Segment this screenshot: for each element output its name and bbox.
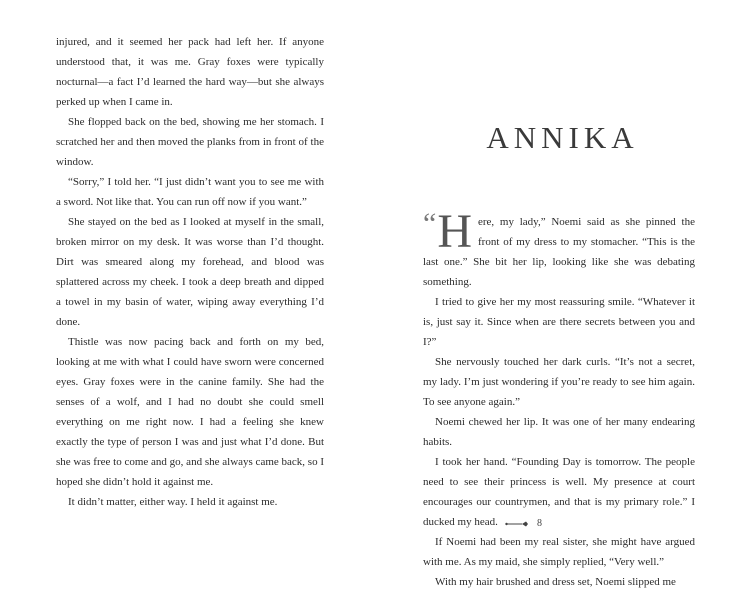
flourish-ornament-icon — [505, 520, 529, 528]
opening-paragraph — [423, 205, 695, 292]
paragraph: She nervously touched her dark curls. “It’s not a secret, my lady. I’m just wondering if you’re ready to see him again. To see anyone again.” — [423, 356, 695, 408]
paragraph: “Sorry,” I told her. “I just didn’t want you to see me with a sword. Not like that. You can run off now if you want.” — [56, 176, 324, 208]
paragraph: It didn’t matter, either way. I held it against me. — [68, 496, 278, 508]
page-number: 8 — [537, 518, 542, 529]
drop-cap-letter: H — [437, 205, 472, 258]
paragraph: Thistle was now pacing back and forth on my bed, looking at me with what I could have sworn were concerned eyes. Gray foxes were in the canine family. She had the senses of a wolf, and I had no doubt she could smell everything on me right now. I had a feeling she knew exactly the type of person I was and just what I’d done. But she was free to come and go, and she always came back, so I hoped she didn’t hold it against me. — [56, 336, 324, 488]
drop-cap — [423, 205, 472, 258]
drop-cap-quote: “ — [423, 207, 437, 240]
right-page — [375, 0, 750, 588]
paragraph: She flopped back on the bed, showing me her stomach. I scratched her and then moved the planks from in front of the window. — [56, 116, 324, 168]
right-page-text-column — [423, 205, 695, 592]
paragraph: She stayed on the bed as I looked at myself in the small, broken mirror on my desk. It was worse than I’d thought. Dirt was smeared along my forehead, and blood was splattered across my cheek. I took a deep breath and dipped a towel in my basin of water, wiping away everything I’d done. — [56, 216, 324, 328]
page-folio — [505, 518, 542, 529]
chapter-title: ANNIKA — [486, 120, 639, 155]
paragraph: With my hair brushed and dress set, Noemi slipped me — [435, 576, 676, 588]
paragraph: I took her hand. “Founding Day is tomorrow. The people need to see their princess is well. My presence at court encourages our countrymen, and that is my primary role.” I ducked my head. — [423, 456, 695, 528]
paragraph: If Noemi had been my real sister, she might have argued with me. As my maid, she simply replied, “Very well.” — [423, 536, 695, 568]
opening-paragraph-text: ere, my lady,” Noemi said as she pinned the front of my dress to my stomacher. “This is the last one.” She bit her lip, looking like she was debating something. — [423, 216, 695, 288]
left-page — [0, 0, 375, 576]
left-page-text-column — [56, 32, 324, 512]
paragraph: Noemi chewed her lip. It was one of her many endearing habits. — [423, 416, 695, 448]
paragraph: injured, and it seemed her pack had left her. If anyone understood that, it was me. Gray foxes were typically nocturnal—a fact I’d learned the hard way—but she always perked up when I came in. — [56, 36, 324, 108]
paragraph: I tried to give her my most reassuring smile. “Whatever it is, just say it. Since when are there secrets between you and I?” — [423, 296, 695, 348]
